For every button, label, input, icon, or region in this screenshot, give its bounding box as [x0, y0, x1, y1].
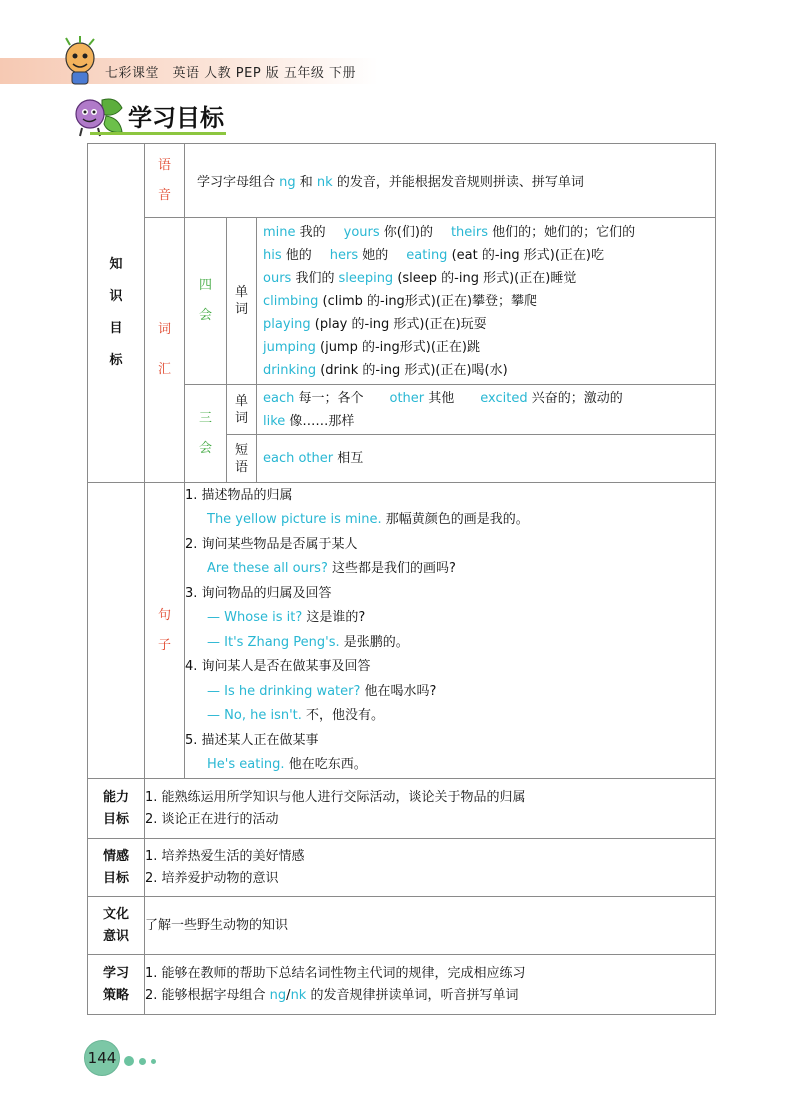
three-skills-type-words: 单 词 [227, 385, 257, 435]
ability-goals-text: 1. 能熟练运用所学知识与他人进行交际活动，谈论关于物品的归属 2. 谈论正在进行的活动 [145, 779, 716, 839]
sentence-example: — Whose is it? 这是谁的? [207, 610, 366, 625]
decorative-dot [151, 1059, 156, 1064]
sentence-heading: 3. 询问物品的归属及回答 [185, 585, 332, 601]
word-line: mine 我的 yours 你(们)的 theirs 他们的；她们的；它们的 [263, 224, 636, 240]
pronunciation-label: 语 音 [145, 144, 185, 218]
vocab-label: 词 汇 [145, 218, 185, 483]
sentences-list [185, 483, 716, 779]
knowledge-label-continued [88, 483, 145, 779]
culture-awareness-text: 了解一些野生动物的知识 [145, 897, 716, 955]
pronunciation-text: 学习字母组合 ng 和 nk 的发音，并能根据发音规则拼读、拼写单词 [185, 144, 716, 218]
learning-strategy-text: 1. 能够在教师的帮助下总结名词性物主代词的规律，完成相应练习 2. 能够根据字母组合 ng/nk 的发音规律拼读单词，听音拼写单词 [145, 955, 716, 1015]
title-underline [90, 132, 226, 135]
ability-goals-label: 能力 目标 [88, 779, 145, 839]
emotion-goals-text: 1. 培养热爱生活的美好情感 2. 培养爱护动物的意识 [145, 839, 716, 897]
culture-awareness-label: 文化 意识 [88, 897, 145, 955]
word-line: like 像……那样 [263, 413, 355, 429]
knowledge-goals-label: 知 识 目 标 [88, 144, 145, 483]
three-skills-type-phrases: 短 语 [227, 435, 257, 483]
sentence-example: — It's Zhang Peng's. 是张鹏的。 [207, 634, 409, 650]
four-skills-label: 四 会 [185, 218, 227, 385]
sentence-example: The yellow picture is mine. 那幅黄颜色的画是我的。 [207, 512, 529, 527]
sentence-heading: 4. 询问某人是否在做某事及回答 [185, 659, 371, 674]
word-line: climbing (climb 的-ing形式)(正在)攀登；攀爬 [263, 293, 538, 309]
sentence-example: He's eating. 他在吃东西。 [207, 757, 367, 772]
sentence-heading: 1. 描述物品的归属 [185, 487, 293, 503]
word-line: drinking (drink 的-ing 形式)(正在)喝(水) [263, 362, 508, 378]
page-title: 学习目标 [128, 104, 224, 132]
four-skills-type-words: 单 词 [227, 218, 257, 385]
four-skills-word-list [257, 218, 716, 385]
sentence-example: — Is he drinking water? 他在喝水吗? [207, 683, 437, 699]
word-line: ours 我们的 sleeping (sleep 的-ing 形式)(正在)睡觉 [263, 270, 577, 286]
mascot-icon [58, 36, 102, 88]
decorative-dot [124, 1056, 134, 1066]
learning-strategy-label: 学习 策略 [88, 955, 145, 1015]
learning-goals-table [87, 143, 716, 1015]
word-line: playing (play 的-ing 形式)(正在)玩耍 [263, 316, 487, 332]
decorative-dot [139, 1058, 146, 1065]
word-line: each 每一；各个 other 其他 excited 兴奋的；激动的 [263, 390, 623, 406]
word-line: jumping (jump 的-ing形式)(正在)跳 [263, 339, 480, 355]
three-skills-word-list [257, 385, 716, 435]
phrase-list [257, 435, 716, 483]
sentence-example: Are these all ours? 这些都是我们的画吗? [207, 561, 456, 576]
phrase-line: each other 相互 [263, 451, 364, 466]
word-line: his 他的 hers 她的 eating (eat 的-ing 形式)(正在)吃 [263, 247, 604, 263]
page-number: 144 [87, 1049, 117, 1067]
emotion-goals-label: 情感 目标 [88, 839, 145, 897]
sentence-heading: 5. 描述某人正在做某事 [185, 732, 319, 748]
sentence-example: — No, he isn't. 不，他没有。 [207, 708, 385, 723]
header-text: 七彩课堂 英语 人教 PEP 版 五年级 下册 [105, 66, 357, 81]
sentences-label: 句 子 [145, 483, 185, 779]
sentence-heading: 2. 询问某些物品是否属于某人 [185, 536, 358, 552]
three-skills-label: 三 会 [185, 385, 227, 483]
